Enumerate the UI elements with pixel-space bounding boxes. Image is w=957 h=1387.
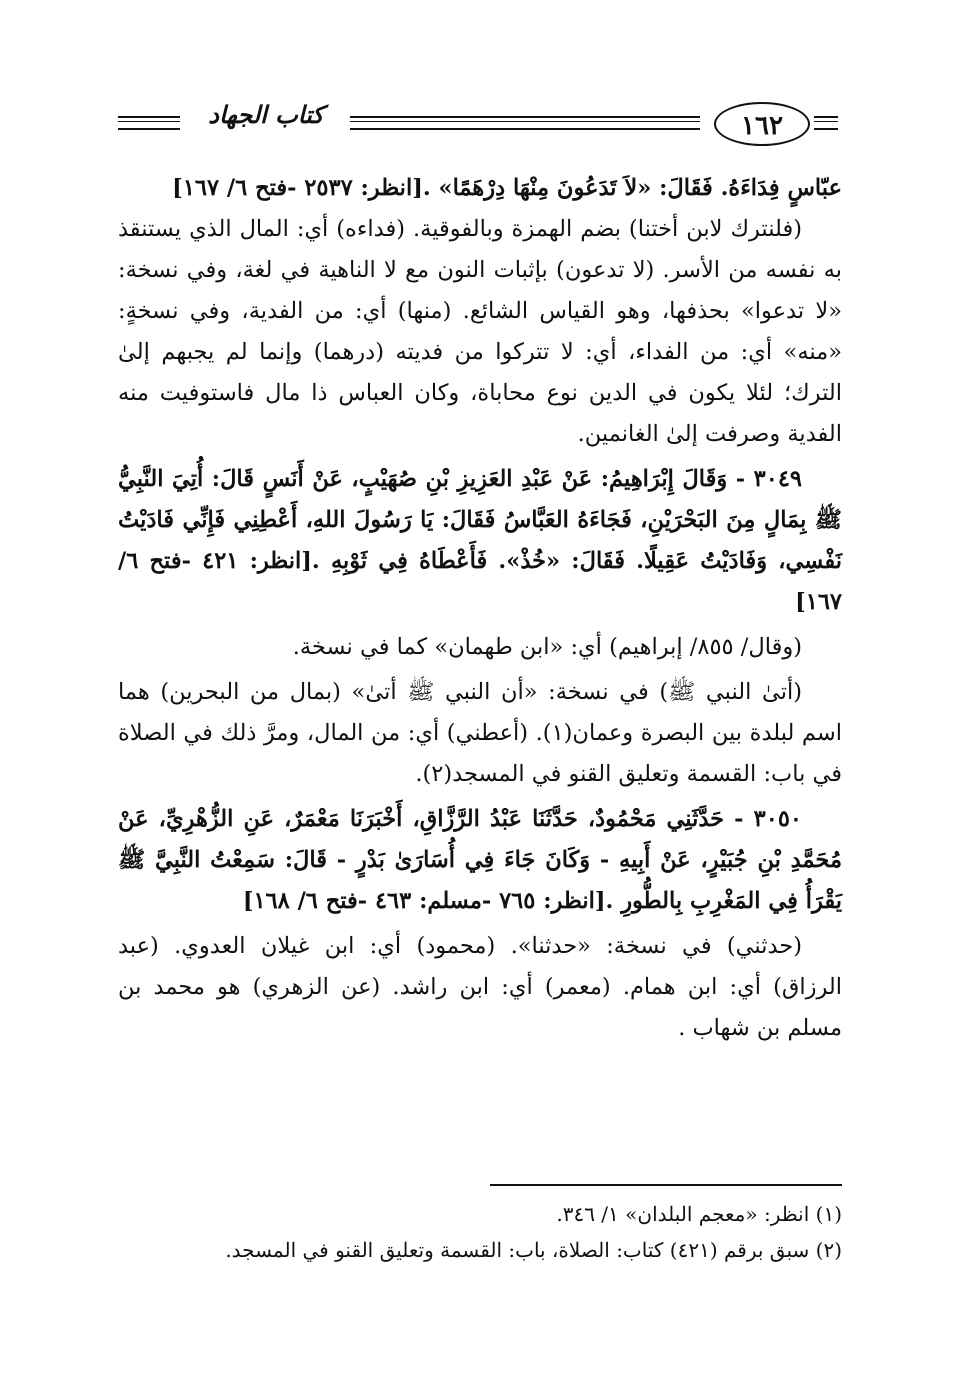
commentary-paragraph: (أتىٰ النبي ﷺ) في نسخة: «أن النبي ﷺ أتىٰ» (بمال من البحرين) هما اسم لبلدة بين البصرة وعمان(١). (أعطني) أي: من المال، ومرَّ ذلك في الصلاة في باب: القسمة وتعليق القنو في المسجد(٢).	[118, 679, 843, 787]
footnote: (١) انظر: «معجم البلدان» ١/ ٣٤٦.	[556, 1202, 842, 1226]
footnote: (٢) سبق برقم (٤٢١) كتاب: الصلاة، باب: القسمة وتعليق القنو في المسجد.	[225, 1238, 842, 1262]
header-rule-middle	[350, 116, 700, 130]
commentary-paragraph: (فلنترك لابن أختنا) بضم الهمزة وبالفوقية. (فداءه) أي: المال الذي يستنقذ به نفسه من الأسر. (لا تدعون) بإثبات النون مع لا الناهية في لغة، وفي نسخة: «لا تدعوا» بحذفها، وهو القياس الشائع. (منها) أي: من الفدية، وفي نسخةٍ: «منه» أي: من الفداء، أي: لا تتركوا من فديته (درهما) وإنما لم يجبهم إلىٰ الترك؛ لئلا يكون في الدين نوع محاباة، وكان العباس ذا مال فاستوفيت منه الفدية وصرفت إلىٰ الغانمين.	[118, 216, 842, 447]
footnote-separator	[490, 1184, 842, 1186]
page-header	[118, 98, 838, 154]
commentary-paragraph: (حدثني) في نسخة: «حدثنا». (محمود) أي: ابن غيلان العدوي. (عبد الرزاق) أي: ابن همام. (معمر) أي: ابن راشد. (عن الزهري) هو محمد بن مسلم بن شهاب .	[118, 933, 842, 1041]
commentary-paragraph: (وقال/ ٨٥٥/ إبراهيم) أي: «ابن طهمان» كما في نسخة.	[292, 634, 802, 660]
footnotes	[118, 1196, 842, 1268]
main-text	[118, 168, 842, 1049]
hadith-text: ٣٠٥٠ - حَدَّثَنِي مَحْمُودٌ، حَدَّثَنَا عَبْدُ الرَّزَّاقِ، أَخْبَرَنَا مَعْمَرٌ، عَنِ الزُّهْرِيِّ، عَنْ مُحَمَّدِ بْنِ جُبَيْرٍ، عَنْ أَبِيهِ - وَكَانَ جَاءَ فِي أُسَارَىٰ بَدْرٍ - قَالَ: سَمِعْتُ النَّبِيَّ ﷺ يَقْرَأُ فِي المَغْرِبِ بِالطُّورِ .[انظر: ٧٦٥ -مسلم: ٤٦٣ -فتح ٦/ ١٦٨]	[118, 806, 842, 914]
hadith-text: ٣٠٤٩ - وَقَالَ إِبْرَاهِيمُ: عَنْ عَبْدِ العَزِيزِ بْنِ صُهَيْبٍ، عَنْ أَنَسٍ قَالَ: أُتِيَ النَّبِيُّ ﷺ بِمَالٍ مِنَ البَحْرَيْنِ، فَجَاءَهُ العَبَّاسُ فَقَالَ: يَا رَسُولَ اللهِ، أَعْطِنِي فَإِنِّي فَادَيْتُ نَفْسِي، وَفَادَيْتُ عَقِيلًا. فَقَالَ: «خُذْ». فَأَعْطَاهُ فِي ثَوْبِهِ .[انظر: ٤٢١ -فتح ٦/ ١٦٧]	[118, 466, 842, 615]
book-title: كتاب الجهاد	[208, 100, 324, 129]
hadith-text: عبّاسٍ فِدَاءَهُ. فَقَالَ: «لاَ تَدَعُونَ مِنْهَا دِرْهَمًا» .[انظر: ٢٥٣٧ -فتح ٦/ ١٦٧]	[172, 175, 842, 201]
page-number-badge: ١٦٢	[714, 102, 810, 146]
header-rule-right	[814, 116, 838, 130]
header-rule-left	[118, 116, 180, 130]
